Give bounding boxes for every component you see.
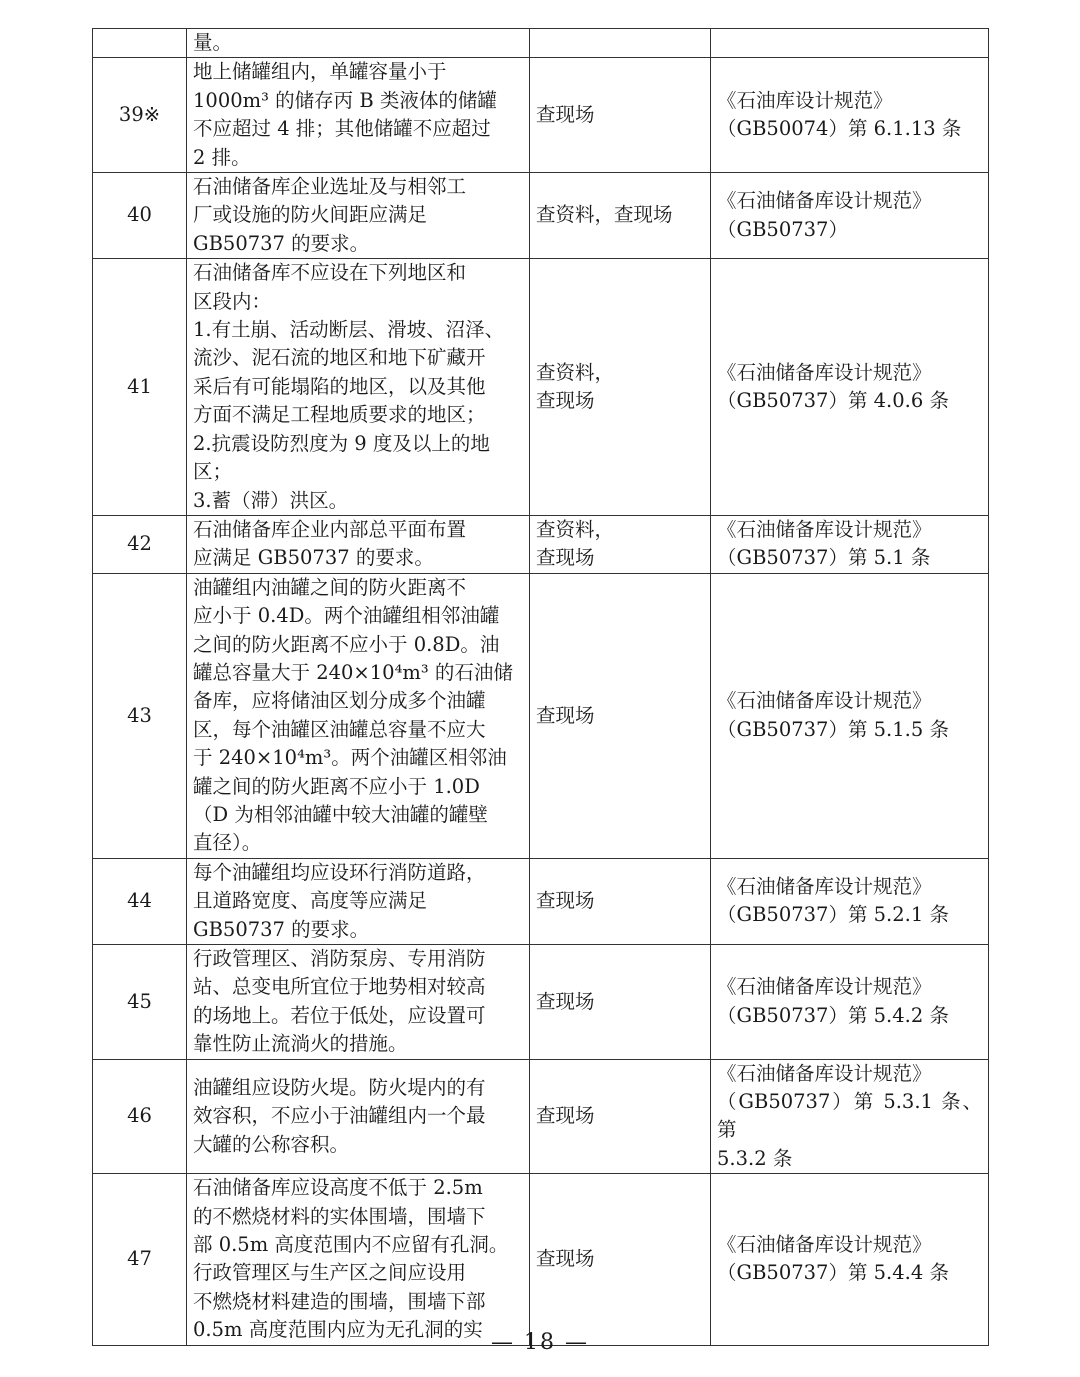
table-row — [93, 259, 989, 516]
item-number: 40 — [93, 173, 187, 259]
inspection-method: 查现场 — [530, 945, 711, 1060]
table-row — [93, 858, 989, 944]
item-number: 44 — [93, 858, 187, 944]
item-number: 41 — [93, 259, 187, 516]
requirement-text: 油罐组应设防火堤。防火堤内的有 效容积，不应小于油罐组内一个最 大罐的公称容积。 — [187, 1059, 530, 1174]
inspection-method: 查现场 — [530, 1174, 711, 1345]
reference-basis: 《石油储备库设计规范》 （GB50737）第 5.4.2 条 — [711, 945, 989, 1060]
item-number: 45 — [93, 945, 187, 1060]
table-row — [93, 515, 989, 573]
item-number: 46 — [93, 1059, 187, 1174]
reference-basis: 《石油储备库设计规范》 （GB50737）第 5.2.1 条 — [711, 858, 989, 944]
reference-basis: 《石油储备库设计规范》 （GB50737）第 5.4.4 条 — [711, 1174, 989, 1345]
inspection-method: 查资料，查现场 — [530, 173, 711, 259]
table-row — [93, 573, 989, 858]
inspection-method: 查现场 — [530, 1059, 711, 1174]
inspection-method — [530, 29, 711, 58]
inspection-method: 查现场 — [530, 573, 711, 858]
requirement-text: 石油储备库企业内部总平面布置 应满足 GB50737 的要求。 — [187, 515, 530, 573]
reference-basis — [711, 29, 989, 58]
item-number — [93, 29, 187, 58]
page-number: — 18 — — [491, 1330, 589, 1355]
inspection-method: 查资料， 查现场 — [530, 259, 711, 516]
requirement-text: 地上储罐组内，单罐容量小于 1000m³ 的储存丙 B 类液体的储罐 不应超过 4 排；其他储罐不应超过 2 排。 — [187, 58, 530, 173]
item-number: 43 — [93, 573, 187, 858]
table-row — [93, 945, 989, 1060]
requirements-table — [92, 28, 989, 1346]
reference-basis: 《石油储备库设计规范》 （GB50737）第 5.1.5 条 — [711, 573, 989, 858]
item-number: 42 — [93, 515, 187, 573]
requirement-text: 油罐组内油罐之间的防火距离不 应小于 0.4D。两个油罐组相邻油罐 之间的防火距离不应小于 0.8D。油 罐总容量大于 240×10⁴m³ 的石油储 备库，应将储油区划分成多个油罐 区，每个油罐区油罐总容量不应大 于 240×10⁴m³。两个油罐区相邻油 罐之间的防火距离不应小于 1.0D （D 为相邻油罐中较大油罐的罐壁 直径）。 — [187, 573, 530, 858]
requirement-text: 行政管理区、消防泵房、专用消防 站、总变电所宜位于地势相对较高 的场地上。若位于低处，应设置可 靠性防止流淌火的措施。 — [187, 945, 530, 1060]
requirement-text: 石油储备库不应设在下列地区和 区段内： 1.有土崩、活动断层、滑坡、沼泽、 流沙、泥石流的地区和地下矿藏开 采后有可能塌陷的地区，以及其他 方面不满足工程地质要求的地区； 2.抗震设防烈度为 9 度及以上的地 区； 3.蓄（滞）洪区。 — [187, 259, 530, 516]
item-number: 39※ — [93, 58, 187, 173]
requirement-text: 量。 — [187, 29, 530, 58]
inspection-method: 查现场 — [530, 58, 711, 173]
table-row — [93, 1059, 989, 1174]
reference-basis: 《石油储备库设计规范》 （GB50737）第 5.1 条 — [711, 515, 989, 573]
requirement-text: 每个油罐组均应设环行消防道路， 且道路宽度、高度等应满足 GB50737 的要求。 — [187, 858, 530, 944]
reference-basis: 《石油储备库设计规范》 （GB50737） — [711, 173, 989, 259]
reference-basis: 《石油储备库设计规范》 （GB50737）第 5.3.1 条、第 5.3.2 条 — [711, 1059, 989, 1174]
table-row — [93, 1174, 989, 1345]
requirement-text: 石油储备库应设高度不低于 2.5m 的不燃烧材料的实体围墙，围墙下 部 0.5m 高度范围内不应留有孔洞。 行政管理区与生产区之间应设用 不燃烧材料建造的围墙，围墙下部 0.5m 高度范围内应为无孔洞的实 — [187, 1174, 530, 1345]
requirement-text: 石油储备库企业选址及与相邻工 厂或设施的防火间距应满足 GB50737 的要求。 — [187, 173, 530, 259]
reference-basis: 《石油储备库设计规范》 （GB50737）第 4.0.6 条 — [711, 259, 989, 516]
reference-basis: 《石油库设计规范》 （GB50074）第 6.1.13 条 — [711, 58, 989, 173]
table-row — [93, 173, 989, 259]
inspection-method: 查资料， 查现场 — [530, 515, 711, 573]
inspection-method: 查现场 — [530, 858, 711, 944]
table-row — [93, 29, 989, 58]
table-row — [93, 58, 989, 173]
item-number: 47 — [93, 1174, 187, 1345]
